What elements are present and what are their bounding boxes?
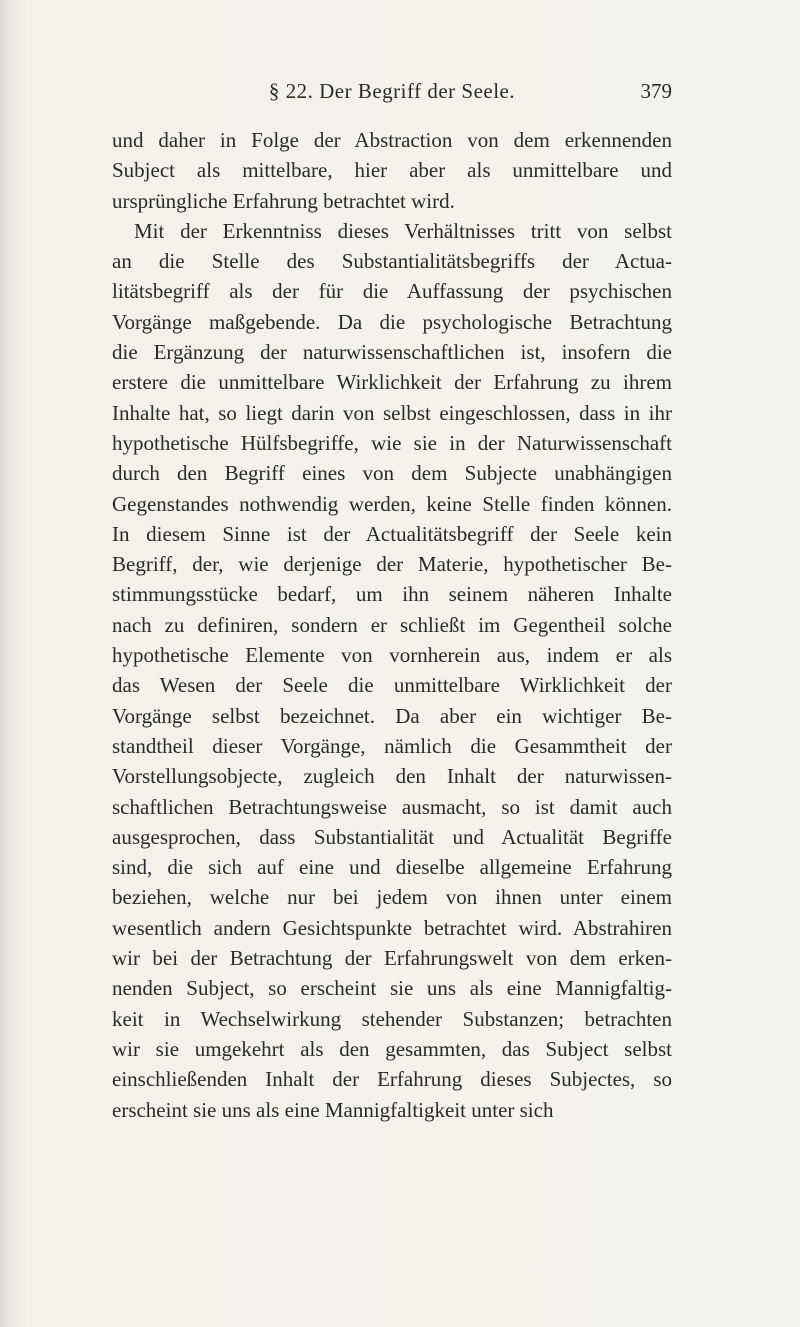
running-head [112,79,672,109]
text-line: Mit der Erkenntniss dieses Verhältnisses tritt von selbst [134,218,672,243]
chapter-heading: § 22. Der Begriff der Seele. [268,79,516,103]
text-line: erscheint sie uns als eine Mannigfaltigkeit unter sich [112,1097,554,1122]
text-line: nach zu definiren, sondern er schließt im Gegentheil solche [112,612,672,637]
text-line: hypothetische Elemente von vornherein aus, indem er als [112,643,672,668]
text-line: Vorgänge maßgebende. Da die psychologische Betrachtung [112,309,672,334]
page-number: 379 [640,79,672,103]
text-line: schaftlichen Betrachtungsweise ausmacht, so ist damit auch [112,794,672,819]
text-line: hypothetische Hülfsbegriffe, wie sie in der Naturwissenschaft [112,430,672,455]
text-line: wesentlich andern Gesichtspunkte betrachtet wird. Abstrahiren [112,915,672,940]
text-line: die Ergänzung der naturwissenschaftlichen ist, insofern die [112,340,672,365]
text-line: einschließenden Inhalt der Erfahrung dieses Subjectes, so [112,1067,672,1092]
text-line: Inhalte hat, so liegt darin von selbst eingeschlossen, dass in ihr [112,400,672,425]
text-line: beziehen, welche nur bei jedem von ihnen unter einem [112,885,672,910]
text-line: wir sie umgekehrt als den gesammten, das Subject selbst [112,1036,672,1061]
text-line: Vorgänge selbst bezeichnet. Da aber ein wichtiger Be- [112,703,672,728]
text-line: das Wesen der Seele die unmittelbare Wirklichkeit der [112,673,672,698]
text-line: Gegenstandes nothwendig werden, keine Stelle finden können. [112,491,672,516]
text-line: nenden Subject, so erscheint sie uns als eine Mannigfaltig- [112,976,672,1001]
text-line: ursprüngliche Erfahrung betrachtet wird. [112,188,455,213]
text-line: stimmungsstücke bedarf, um ihn seinem näheren Inhalte [112,582,672,607]
text-line: erstere die unmittelbare Wirklichkeit der Erfahrung zu ihrem [112,370,672,395]
text-line: ausgesprochen, dass Substantialität und Actualität Begriffe [112,824,672,849]
text-line: standtheil dieser Vorgänge, nämlich die Gesammtheit der [112,733,672,758]
text-line: In diesem Sinne ist der Actualitätsbegriff der Seele kein [112,521,672,546]
text-line: litätsbegriff als der für die Auffassung der psychischen [112,279,672,304]
text-line: wir bei der Betrachtung der Erfahrungswelt von dem erken- [112,946,672,971]
text-line: keit in Wechselwirkung stehender Substanzen; betrachten [112,1006,672,1031]
text-line: sind, die sich auf eine und dieselbe allgemeine Erfahrung [112,855,672,880]
text-line: durch den Begriff eines von dem Subjecte unabhängigen [112,461,672,486]
text-line: Vorstellungsobjecte, zugleich den Inhalt der naturwissen- [112,764,672,789]
text-line: Subject als mittelbare, hier aber als unmittelbare und [112,158,672,183]
text-line: Begriff, der, wie derjenige der Materie, hypothetischer Be- [112,552,672,577]
text-line: und daher in Folge der Abstraction von dem erkennenden [112,128,672,152]
body-text [112,125,672,1125]
text-line: an die Stelle des Substantialitätsbegriffs der Actua- [112,249,672,274]
